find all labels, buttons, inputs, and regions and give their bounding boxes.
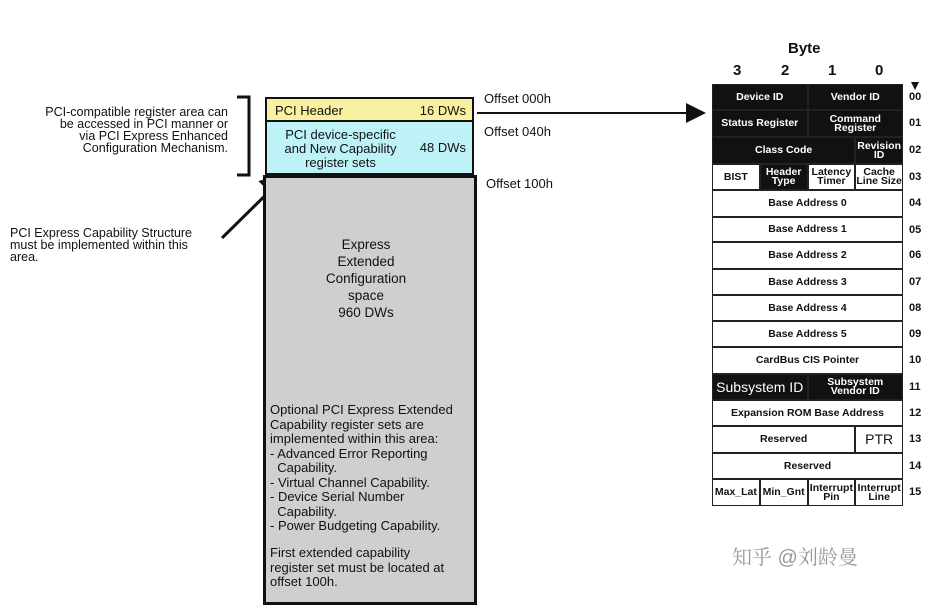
pci-specific-line: and New Capability xyxy=(284,141,397,156)
row-number: 09 xyxy=(909,328,922,340)
register-cell: Reserved xyxy=(712,426,855,453)
register-cell: Command Register xyxy=(808,110,904,137)
first-capability-line: register set must be located at xyxy=(270,559,445,575)
pci-header-size: 16 DWs xyxy=(419,103,466,118)
extended-space-title xyxy=(266,236,466,321)
register-row xyxy=(712,242,903,269)
byte-title: Byte xyxy=(788,40,821,57)
row-number: 06 xyxy=(909,249,922,261)
register-cell: Cache Line Size xyxy=(855,164,903,190)
register-cell: Base Address 3 xyxy=(712,269,903,295)
config-register-table xyxy=(712,84,903,506)
register-row xyxy=(712,217,903,242)
register-cell: Interrupt Line xyxy=(855,479,903,506)
extended-title-line: space xyxy=(347,288,385,303)
register-cell: Header Type xyxy=(760,164,808,190)
register-row xyxy=(712,110,903,137)
compat-note-line: be accessed in PCI manner or xyxy=(59,117,228,131)
row-number: 02 xyxy=(909,144,922,156)
pci-specific-block xyxy=(265,122,474,175)
extended-config-space xyxy=(263,175,477,605)
register-row xyxy=(712,426,903,453)
optional-line: - Virtual Channel Capability. xyxy=(270,474,430,490)
extended-title-line: Extended xyxy=(337,254,395,269)
optional-line: - Power Budgeting Capability. xyxy=(270,518,441,533)
byte-col-2: 2 xyxy=(781,62,790,79)
row-number: 07 xyxy=(909,276,922,288)
register-cell: Interrupt Pin xyxy=(808,479,856,506)
register-row xyxy=(712,295,903,321)
register-row xyxy=(712,164,903,190)
first-capability-text xyxy=(270,546,480,590)
compat-note xyxy=(10,106,228,154)
optional-line: implemented within this area: xyxy=(270,431,439,446)
row-number: 08 xyxy=(909,302,922,314)
register-cell: Min_Gnt xyxy=(760,479,808,506)
byte-col-3: 3 xyxy=(733,62,742,79)
pci-specific-line: register sets xyxy=(305,155,376,170)
register-row xyxy=(712,374,903,400)
register-cell: Revision ID xyxy=(855,137,903,164)
register-cell: Reserved xyxy=(712,453,903,479)
register-row xyxy=(712,190,903,217)
register-cell: Base Address 1 xyxy=(712,217,903,242)
compat-bracket xyxy=(237,97,249,175)
register-cell: Max_Lat xyxy=(712,479,760,506)
compat-note-line: Configuration Mechanism. xyxy=(82,141,228,155)
register-row xyxy=(712,347,903,374)
register-cell: Vendor ID xyxy=(808,84,904,110)
pci-header-label: PCI Header xyxy=(275,103,343,118)
register-row xyxy=(712,269,903,295)
register-row xyxy=(712,479,903,506)
register-row xyxy=(712,137,903,164)
register-cell: Base Address 2 xyxy=(712,242,903,269)
row-number: 11 xyxy=(909,381,921,393)
row-marker-icon xyxy=(911,82,919,90)
capability-note-line: area. xyxy=(10,250,39,264)
row-number: 12 xyxy=(909,407,922,419)
register-cell: Base Address 5 xyxy=(712,321,903,347)
register-cell: Class Code xyxy=(712,137,855,164)
register-row xyxy=(712,400,903,426)
pci-specific-label xyxy=(273,128,408,170)
offset-100h: Offset 100h xyxy=(486,176,553,191)
register-row xyxy=(712,321,903,347)
register-cell: Subsystem ID xyxy=(712,374,808,400)
extended-title-line: Express xyxy=(341,237,391,252)
first-capability-line: offset 100h. xyxy=(270,574,338,589)
register-cell: BIST xyxy=(712,164,760,190)
row-number: 00 xyxy=(909,91,922,103)
watermark-text: 知乎 @刘龄曼 xyxy=(732,547,858,569)
register-cell: Status Register xyxy=(712,110,808,137)
byte-col-1: 1 xyxy=(828,62,837,79)
row-number: 10 xyxy=(909,354,922,366)
capability-note xyxy=(10,227,230,263)
capability-note-line: must be implemented within this xyxy=(10,238,188,252)
optional-line: Capability register sets are xyxy=(270,416,424,432)
optional-line: Optional PCI Express Extended xyxy=(270,402,453,417)
register-cell: Subsystem Vendor ID xyxy=(808,374,904,400)
row-number: 15 xyxy=(909,486,922,498)
pci-header-block xyxy=(265,97,474,122)
register-cell: Expansion ROM Base Address xyxy=(712,400,903,426)
row-number: 13 xyxy=(909,433,922,445)
pci-specific-size: 48 DWs xyxy=(419,140,466,155)
row-number: 05 xyxy=(909,224,922,236)
capability-note-line: PCI Express Capability Structure xyxy=(10,226,193,240)
row-number: 01 xyxy=(909,117,922,129)
compat-note-line: via PCI Express Enhanced xyxy=(79,129,228,143)
offset-000h: Offset 000h xyxy=(484,91,551,106)
pci-specific-line: PCI device-specific xyxy=(285,127,396,142)
register-cell: Base Address 0 xyxy=(712,190,903,217)
extended-title-line: Configuration xyxy=(325,271,407,286)
first-capability-line: First extended capability xyxy=(270,545,411,560)
compat-note-line: PCI-compatible register area can xyxy=(45,105,228,119)
optional-line: - Advanced Error Reporting xyxy=(270,445,428,461)
row-number: 03 xyxy=(909,171,922,183)
byte-col-0: 0 xyxy=(875,62,884,79)
extended-title-line: 960 DWs xyxy=(338,305,394,320)
offset-040h: Offset 040h xyxy=(484,124,551,139)
row-number: 14 xyxy=(909,460,922,472)
register-cell: CardBus CIS Pointer xyxy=(712,347,903,374)
register-cell: Device ID xyxy=(712,84,808,110)
register-row xyxy=(712,84,903,110)
optional-capabilities-text xyxy=(270,403,480,534)
register-cell: Base Address 4 xyxy=(712,295,903,321)
register-cell: Latency Timer xyxy=(808,164,856,190)
register-row xyxy=(712,453,903,479)
optional-line: Capability. xyxy=(270,460,337,475)
row-number: 04 xyxy=(909,197,922,209)
optional-line: - Device Serial Number xyxy=(270,489,405,504)
optional-line: Capability. xyxy=(270,503,337,519)
register-cell: PTR xyxy=(855,426,903,453)
